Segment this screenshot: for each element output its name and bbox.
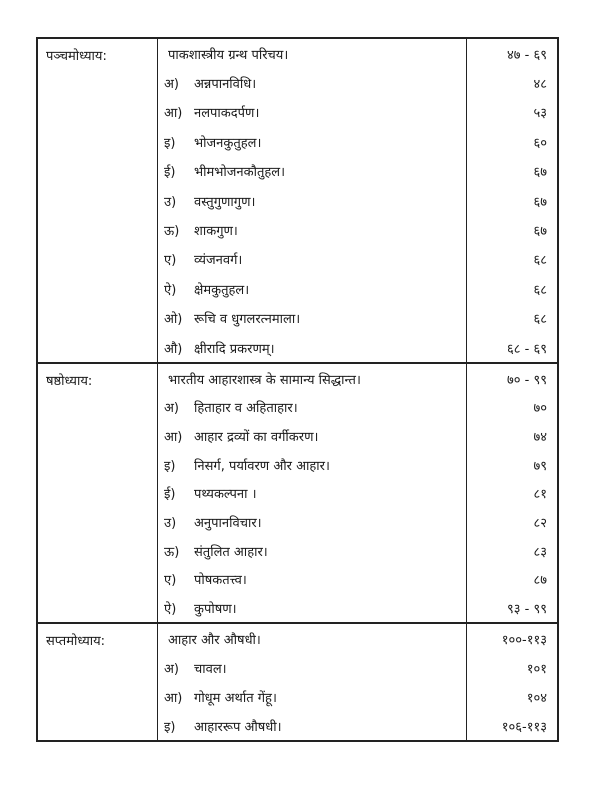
- page-number: ८२: [533, 516, 547, 532]
- toc-entry: [158, 304, 466, 333]
- entry-marker: अ): [164, 661, 180, 677]
- section-title: आहार और औषधी।: [168, 632, 261, 648]
- page-number: ५३: [533, 106, 547, 122]
- toc-entry: [158, 711, 466, 740]
- toc-entry: [158, 333, 466, 362]
- entry-marker: अ): [164, 77, 180, 93]
- entry-text: पथ्यकल्पना ।: [194, 487, 257, 503]
- entry-marker: उ): [164, 516, 177, 532]
- page-number: ६७: [533, 165, 547, 181]
- entry-text: रूचि व धुगलरत्नमाला।: [194, 312, 301, 328]
- topics-column: [158, 624, 467, 740]
- page-number: ८७: [533, 573, 547, 589]
- toc-entry: [158, 245, 466, 274]
- toc-entry: [158, 186, 466, 215]
- entry-text: निसर्ग, पर्यावरण और आहार।: [194, 458, 330, 474]
- page-number: ६८ - ६९: [507, 341, 547, 357]
- entry-marker: उ): [164, 194, 177, 210]
- toc-entry: [158, 508, 466, 537]
- toc-entry: [158, 682, 466, 711]
- page-number: १०१: [526, 661, 547, 677]
- entry-marker: ऊ): [164, 224, 180, 240]
- entry-marker: ए): [164, 253, 177, 269]
- topics-column: [158, 39, 467, 362]
- entry-text: आहाररूप औषधी।: [194, 719, 282, 735]
- entry-marker: ओ): [164, 312, 183, 328]
- entry-text: नलपाकदर्पण।: [194, 106, 260, 122]
- page-number: ४८: [533, 77, 547, 93]
- entry-text: व्यंजनवर्ग।: [194, 253, 243, 269]
- page-number: १०६-११३: [501, 719, 547, 735]
- page-number: ८१: [533, 487, 547, 503]
- chapter-heading: सप्तमोध्याय:: [38, 624, 158, 740]
- page-number: ८३: [533, 544, 547, 560]
- page-number: ७०: [533, 401, 547, 417]
- section-title: भारतीय आहारशास्त्र के सामान्य सिद्धान्त।: [168, 372, 361, 388]
- entry-marker: आ): [164, 430, 183, 446]
- toc-entry: [158, 450, 466, 479]
- topics-column: [158, 364, 467, 622]
- toc-section-chapter-6: [38, 362, 557, 622]
- entry-marker: ई): [164, 487, 176, 503]
- chapter-heading: पञ्चमोध्याय:: [38, 39, 158, 362]
- page-number: ७९: [533, 458, 547, 474]
- chapter-heading: षष्ठोध्याय:: [38, 364, 158, 622]
- toc-entry: [158, 422, 466, 451]
- entry-marker: ऐ): [164, 282, 177, 298]
- toc-entry: [158, 98, 466, 127]
- toc-entry: [158, 653, 466, 682]
- entry-text: अनुपानविचार।: [194, 516, 262, 532]
- toc-entry: [158, 565, 466, 594]
- entry-text: अन्नपानविधि।: [194, 77, 257, 93]
- table-of-contents: [36, 37, 559, 742]
- page-number: ७४: [533, 430, 547, 446]
- toc-entry: [158, 157, 466, 186]
- toc-entry: [158, 393, 466, 422]
- entry-marker: ई): [164, 165, 176, 181]
- toc-entry: [158, 274, 466, 303]
- page-number: ९३ - ९९: [507, 602, 547, 618]
- entry-text: क्षेमकुतुहल।: [194, 282, 250, 298]
- pages-column: [467, 39, 557, 362]
- entry-text: संतुलित आहार।: [194, 544, 268, 560]
- toc-section-chapter-7: [38, 622, 557, 740]
- entry-text: शाकगुण।: [194, 224, 238, 240]
- entry-text: कुपोषण।: [194, 602, 237, 618]
- page-number: ६८: [533, 312, 547, 328]
- entry-text: भोजनकुतुहल।: [194, 135, 262, 151]
- section-title: पाकशास्त्रीय ग्रन्थ परिचय।: [168, 47, 289, 63]
- page-number: ६७: [533, 194, 547, 210]
- entry-marker: ऐ): [164, 602, 177, 618]
- entry-marker: आ): [164, 690, 183, 706]
- page-number: १०४: [526, 690, 547, 706]
- entry-marker: आ): [164, 106, 183, 122]
- toc-entry: [158, 127, 466, 156]
- page-number: ६८: [533, 282, 547, 298]
- toc-entry: [158, 536, 466, 565]
- toc-entry: [158, 594, 466, 623]
- toc-entry: [158, 479, 466, 508]
- entry-text: चावल।: [194, 661, 227, 677]
- entry-marker: इ): [164, 458, 176, 474]
- page-number: ६७: [533, 224, 547, 240]
- entry-text: क्षीरादि प्रकरणम्।: [194, 341, 275, 357]
- entry-marker: इ): [164, 135, 176, 151]
- toc-entry: [158, 68, 466, 97]
- entry-text: गोधूम अर्थात गेंहू।: [194, 690, 277, 706]
- entry-text: हिताहार व अहिताहार।: [194, 401, 298, 417]
- entry-text: पोषकतत्त्व।: [194, 573, 247, 589]
- entry-marker: औ): [164, 341, 183, 357]
- page-range: ७० - ९९: [507, 372, 547, 388]
- entry-text: भीमभोजनकौतुहल।: [194, 165, 286, 181]
- entry-marker: इ): [164, 719, 176, 735]
- entry-marker: अ): [164, 401, 180, 417]
- entry-marker: ऊ): [164, 544, 180, 560]
- page-range: ४७ - ६९: [507, 47, 547, 63]
- pages-column: [467, 624, 557, 740]
- toc-entry: [158, 215, 466, 244]
- entry-text: वस्तुगुणागुण।: [194, 194, 256, 210]
- entry-marker: ए): [164, 573, 177, 589]
- entry-text: आहार द्रव्यों का वर्गीकरण।: [194, 430, 319, 446]
- pages-column: [467, 364, 557, 622]
- page-range: १००-११३: [501, 632, 547, 648]
- toc-section-chapter-5: [38, 39, 557, 362]
- page-number: ६८: [533, 253, 547, 269]
- page-number: ६०: [533, 135, 547, 151]
